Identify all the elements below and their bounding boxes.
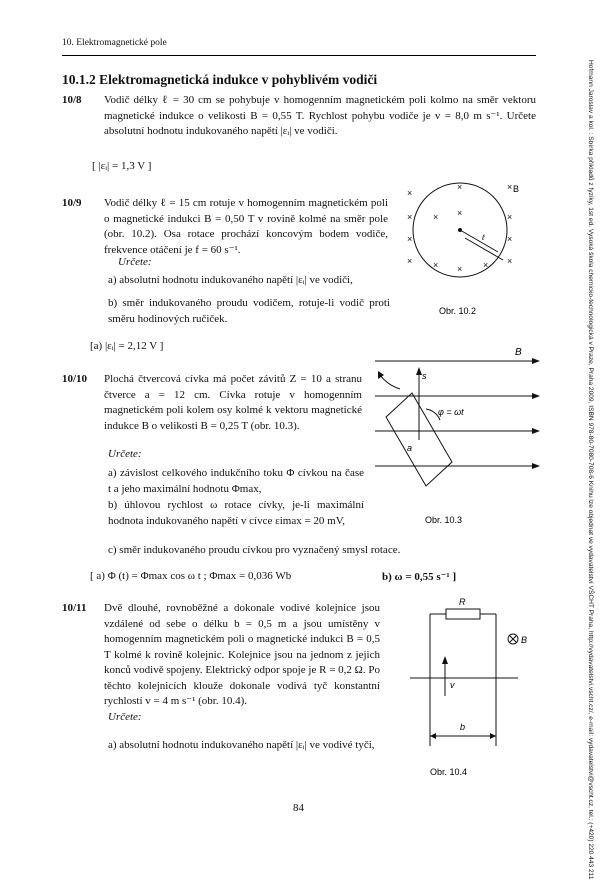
determine-label: Určete: xyxy=(108,711,142,723)
s-label: s xyxy=(422,371,427,381)
problem-number: 10/11 xyxy=(62,602,87,614)
figure-caption: Obr. 10.3 xyxy=(425,515,463,525)
arrow-head xyxy=(378,371,384,379)
problem-text: Vodič délky ℓ = 30 cm se pohybuje v homogenním magnetickém poli kolmo na směr vektoru magnetické indukce o velikosti B = 0,55 T. Rychlost pohybu vodiče je v = 8,0 m s⁻¹. Určete absolutní hodnotu indukovaného napětí |εᵢ| ve vodiči. xyxy=(104,94,536,137)
arrow-head xyxy=(532,463,540,469)
svg-text:×: × xyxy=(407,212,413,222)
item-a: a) absolutní hodnotu indukovaného napětí |εᵢ| ve vodivé tyči, xyxy=(108,739,375,751)
svg-text:×: × xyxy=(407,188,413,198)
svg-text:×: × xyxy=(507,234,513,244)
r-label: R xyxy=(459,597,466,607)
chapter-header: 10. Elektromagnetické pole xyxy=(62,38,167,48)
v-label: v xyxy=(450,680,455,690)
item-b: b) směr indukovaného proudu vodičem, rotuje-li vodič proti směru hodinových ručiček. xyxy=(108,297,390,325)
figure-caption: Obr. 10.2 xyxy=(439,306,477,316)
problem-10-11 xyxy=(62,601,380,710)
problem-10-10 xyxy=(62,372,362,434)
arrow-head xyxy=(532,393,540,399)
problem-10-8 xyxy=(62,93,536,140)
svg-text:×: × xyxy=(407,234,413,244)
svg-text:×: × xyxy=(483,260,489,270)
arrow-head xyxy=(532,358,540,364)
problem-10-9 xyxy=(62,196,388,258)
length-label: ℓ xyxy=(482,233,485,242)
publisher-sidebar xyxy=(580,60,594,880)
answer-10-10-a: [ a) Φ (t) = Φmax cos ω t ; Φmax = 0,036 Wb xyxy=(90,570,292,582)
resistor xyxy=(446,609,480,619)
figure-caption: Obr. 10.4 xyxy=(430,767,468,777)
determine-label: Určete: xyxy=(118,256,152,268)
problem-text: Vodič délky ℓ = 15 cm rotuje v homogenním magnetickém poli o magnetické indukci B = 0,50 T v rovině kolmé na směr pole (obr. 10.2). Osa rotace prochází koncovým bodem vodiče, frekvence otáčení je f = 60 s⁻¹. xyxy=(104,197,388,256)
rotation-arrow xyxy=(380,375,400,389)
svg-text:×: × xyxy=(457,182,463,192)
publisher-text: Hofmann Jaroslav a kol. : Sbírka příkladů z fyziky, 1st ed. Vysoká škola chemicko-technologická v Praze, Praha 2009, ISBN 978-80-7080-708-6 Knihu lze objednat ve vydavatelství VŠCHT Praha, http://vydavatelstvi.vscht.cz/, e-mail: vydavatelstvi@vscht.cz, tel.: (+420) 220 443 211 xyxy=(587,60,594,880)
svg-text:×: × xyxy=(507,212,513,222)
item-c: c) směr indukovaného proudu cívkou pro vyznačený smysl rotace. xyxy=(108,544,401,556)
figure-10-4 xyxy=(400,596,550,782)
svg-text:×: × xyxy=(407,256,413,266)
b-width-label: b xyxy=(460,722,466,732)
answer-10-8: [ |εᵢ| = 1,3 V ] xyxy=(92,160,152,172)
answer-10-9: [a) |εᵢ| = 2,12 V ] xyxy=(90,340,164,352)
phi-label: φ = ωt xyxy=(438,407,464,417)
b-label: B xyxy=(515,347,522,358)
svg-text:×: × xyxy=(507,256,513,266)
problem-number: 10/9 xyxy=(62,197,82,209)
svg-text:×: × xyxy=(433,212,439,222)
a-label: a xyxy=(407,443,413,453)
svg-text:×: × xyxy=(457,208,463,218)
answer-10-10-b: b) ω = 0,55 s⁻¹ ] xyxy=(382,571,457,583)
b-label: B xyxy=(521,635,528,645)
problem-text: Dvě dlouhé, rovnoběžné a dokonale vodivé kolejnice jsou vzdálené od sebe o délku b = 0,5 m a jsou umístěny v homogenním magnetickém poli o magnetické indukci B = 0,5 T kolmé k rovině kolejnic. Kolejnice jsou na jednom z jejich konců vodivě spojeny. Elektrický odpor spoje je R = 0,2 Ω. Po těchto kolejnicích klouže dokonale vodivá tyč konstantní rychlostí v = 4 m s⁻¹ (obr. 10.4). xyxy=(104,602,380,707)
problem-number: 10/10 xyxy=(62,373,88,385)
problem-number: 10/8 xyxy=(62,94,82,106)
svg-text:×: × xyxy=(457,264,463,274)
svg-text:×: × xyxy=(433,260,439,270)
rotation-axis xyxy=(458,228,462,232)
section-title: 10.1.2 Elektromagnetická indukce v pohyblivém vodiči xyxy=(62,72,378,87)
page-number: 84 xyxy=(293,802,304,814)
arrow-head xyxy=(490,733,496,739)
arrow-head xyxy=(430,733,436,739)
field-label: B xyxy=(513,184,520,194)
figure-10-2 xyxy=(395,180,545,320)
header-rule xyxy=(62,55,536,56)
item-a: a) závislost celkového indukčního toku Φ cívkou na čase t a jeho maximální hodnotu Φmax, xyxy=(108,467,364,495)
conductor xyxy=(460,230,498,252)
item-b: b) úhlovou rychlost ω rotace cívky, je-li maximální hodnota indukovaného napětí v cívce εimax = 20 mV, xyxy=(108,499,364,527)
figure-10-3 xyxy=(370,345,545,530)
arrow-head xyxy=(532,428,540,434)
determine-label: Určete: xyxy=(108,448,142,460)
item-a: a) absolutní hodnotu indukovaného napětí |εᵢ| ve vodiči, xyxy=(108,274,353,286)
problem-text: Plochá čtvercová cívka má počet závitů Z = 10 a stranu čtverce a = 12 cm. Cívka rotuje v homogenním magnetickém poli kolem osy kolmé k vektoru magnetické indukce B o velikosti B = 0,25 T (obr. 10.3). xyxy=(104,373,362,432)
arrow-head xyxy=(442,656,448,664)
svg-text:×: × xyxy=(507,182,513,192)
